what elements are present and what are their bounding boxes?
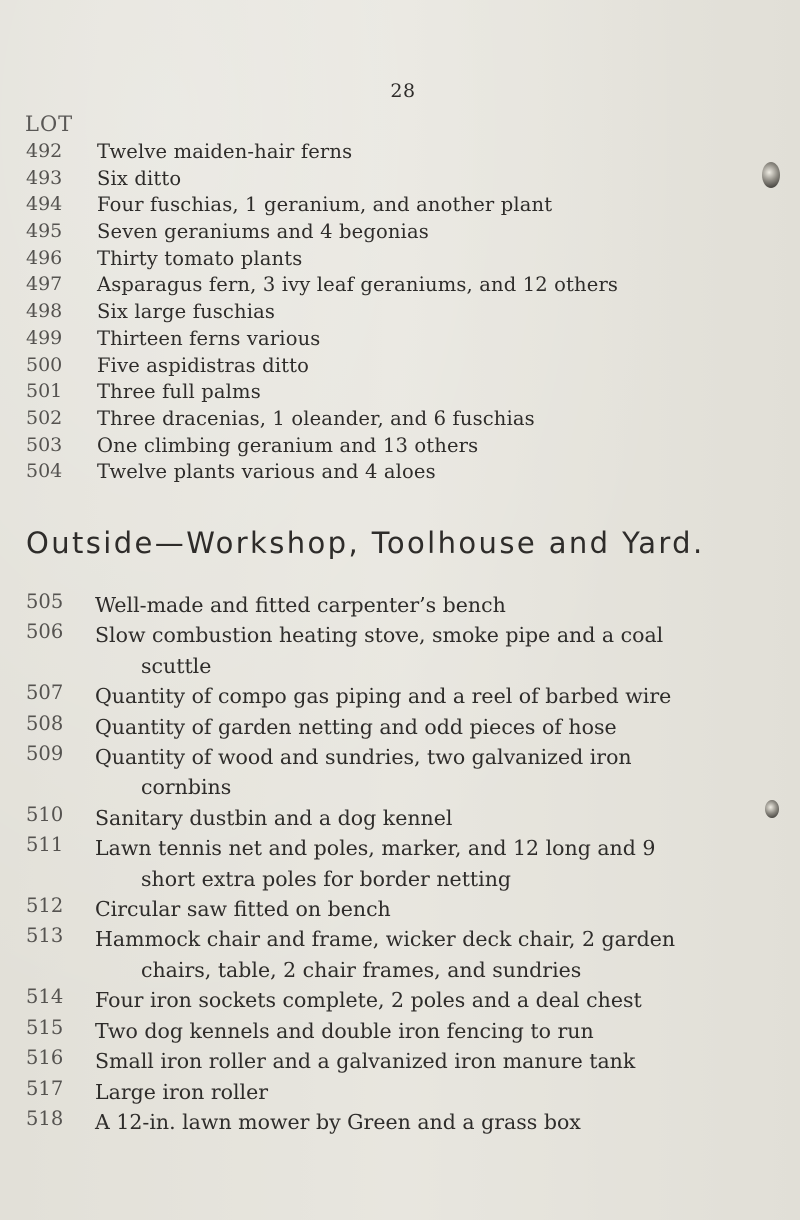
lot-entry (0, 460, 800, 487)
lot-description-continuation: scuttle (141, 653, 212, 678)
lot-number: 514 (26, 985, 64, 1009)
section-heading: Outside—Workshop, Toolhouse and Yard. (26, 526, 705, 560)
lot-column-header: LOT (25, 112, 74, 136)
lot-description: Slow combustion heating stove, smoke pipe and a coal (95, 623, 664, 648)
lot-number: 497 (26, 273, 63, 296)
lot-entry (0, 327, 800, 354)
paper-blemish (765, 800, 779, 818)
lot-description: Seven geraniums and 4 begonias (97, 220, 429, 244)
lot-number: 510 (26, 802, 64, 826)
lot-description: Quantity of compo gas piping and a reel of barbed wire (95, 684, 672, 709)
lot-description: Six large fuschias (97, 300, 276, 324)
lot-number: 518 (26, 1106, 64, 1130)
lot-description-continuation: chairs, table, 2 chair frames, and sundries (141, 957, 582, 982)
lot-entry (0, 220, 800, 247)
lot-number: 515 (26, 1015, 64, 1039)
lot-entry (0, 985, 800, 1015)
lot-description: Thirty tomato plants (97, 246, 303, 270)
lot-description: Two dog kennels and double iron fencing to run (95, 1018, 594, 1043)
lot-description: Lawn tennis net and poles, marker, and 12 long and 9 (95, 836, 656, 861)
lot-entry (0, 590, 800, 620)
lot-description: Twelve maiden-hair ferns (97, 140, 353, 163)
lot-description: Hammock chair and frame, wicker deck chair, 2 garden (95, 927, 676, 952)
lot-entry (0, 247, 800, 274)
lot-entry (0, 712, 800, 742)
lot-number: 498 (26, 300, 63, 323)
lot-number: 504 (26, 460, 63, 483)
lot-number: 505 (26, 590, 64, 613)
lot-entry (0, 193, 800, 220)
lot-number: 494 (26, 193, 63, 216)
lot-description: Sanitary dustbin and a dog kennel (95, 805, 453, 830)
lot-number: 492 (26, 140, 63, 162)
lot-entry (0, 742, 800, 803)
lot-entry (0, 434, 800, 461)
lot-entry (0, 803, 800, 833)
lot-list-plants (0, 140, 800, 487)
lot-entry (0, 1077, 800, 1107)
lot-number: 507 (26, 681, 64, 705)
lot-number: 501 (26, 380, 63, 403)
lot-description: One climbing geranium and 13 others (97, 433, 479, 457)
lot-number: 502 (26, 406, 63, 429)
lot-number: 493 (26, 166, 63, 189)
lot-entry (0, 380, 800, 407)
lot-description: Five aspidistras ditto (97, 353, 310, 377)
lot-number: 517 (26, 1076, 64, 1100)
lot-entry (0, 924, 800, 985)
lot-description: Four iron sockets complete, 2 poles and a deal chest (95, 988, 642, 1013)
lot-number: 503 (26, 433, 63, 456)
lot-description-continuation: short extra poles for border netting (141, 866, 512, 891)
lot-entry (0, 833, 800, 894)
lot-number: 509 (26, 742, 64, 766)
lot-description: Three full palms (97, 380, 261, 404)
lot-entry (0, 354, 800, 381)
lot-description: Small iron roller and a galvanized iron manure tank (95, 1049, 636, 1074)
lot-description: Thirteen ferns various (97, 326, 321, 350)
lot-description: Circular saw fitted on bench (95, 897, 391, 922)
lot-description-continuation: cornbins (141, 775, 232, 800)
lot-description: Quantity of garden netting and odd pieces of hose (95, 714, 617, 739)
lot-entry (0, 300, 800, 327)
lot-entry (0, 620, 800, 681)
lot-description: Large iron roller (95, 1079, 269, 1104)
lot-description: Well-made and fitted carpenter’s bench (95, 593, 506, 617)
lot-entry (0, 1107, 800, 1137)
lot-description: Twelve plants various and 4 aloes (97, 460, 436, 484)
lot-number: 512 (26, 894, 64, 918)
lot-number: 496 (26, 246, 63, 269)
lot-number: 506 (26, 620, 64, 644)
lot-number: 511 (26, 833, 64, 857)
lot-description: Six ditto (97, 166, 182, 190)
lot-number: 508 (26, 711, 64, 735)
paper-blemish (762, 162, 780, 188)
lot-description: Quantity of wood and sundries, two galvanized iron (95, 745, 632, 770)
lot-entry (0, 681, 800, 711)
lot-entry (0, 140, 800, 167)
lot-entry (0, 273, 800, 300)
lot-number: 500 (26, 353, 63, 376)
lot-description: Three dracenias, 1 oleander, and 6 fuschias (97, 406, 535, 430)
lot-number: 516 (26, 1046, 64, 1070)
lot-number: 513 (26, 924, 64, 948)
lot-number: 499 (26, 326, 63, 349)
lot-entry (0, 407, 800, 434)
lot-entry (0, 894, 800, 924)
lot-description: Asparagus fern, 3 ivy leaf geraniums, and 12 others (97, 273, 619, 297)
lot-list-workshop (0, 590, 800, 1137)
lot-entry (0, 1046, 800, 1076)
lot-number: 495 (26, 220, 63, 243)
lot-description: A 12-in. lawn mower by Green and a grass box (95, 1109, 581, 1134)
lot-entry (0, 1016, 800, 1046)
lot-description: Four fuschias, 1 geranium, and another plant (97, 193, 553, 217)
lot-entry (0, 167, 800, 194)
page-number: 28 (390, 80, 416, 102)
